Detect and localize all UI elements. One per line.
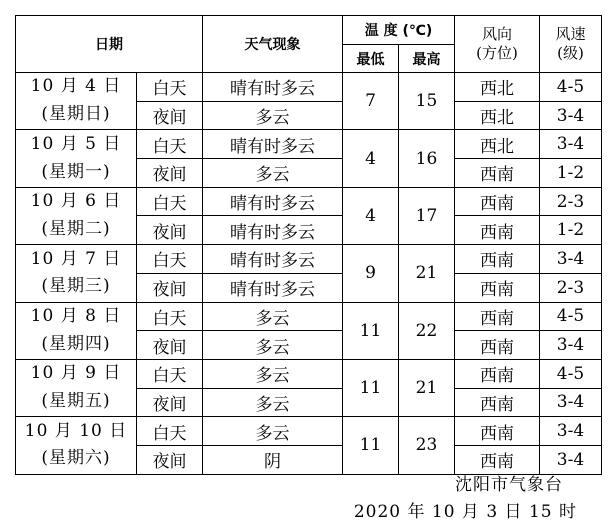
header-wind-speed-unit: (级) — [557, 44, 584, 62]
day-row — [16, 73, 602, 102]
wind-speed-cell: 1-2 — [540, 216, 602, 245]
header-wind-direction-label: 风向 — [481, 25, 512, 43]
max-temp-cell: 15 — [399, 73, 455, 130]
date-label: 10 月 9 日 — [30, 363, 122, 384]
wind-speed-cell: 1-2 — [540, 159, 602, 188]
period-cell: 夜间 — [137, 159, 203, 188]
period-cell: 白天 — [137, 130, 203, 159]
wind-speed-cell: 3-4 — [540, 331, 602, 360]
weekday-label: (星期五) — [41, 391, 111, 412]
header-date: 日期 — [16, 16, 203, 73]
weekday-label: (星期一) — [41, 161, 111, 182]
date-cell — [16, 130, 137, 187]
wind-direction-cell: 西南 — [455, 302, 540, 331]
weekday-label: (星期日) — [41, 104, 111, 125]
header-wind-direction — [455, 16, 540, 73]
period-cell: 白天 — [137, 302, 203, 331]
day-row — [16, 302, 602, 331]
min-temp-cell: 11 — [343, 359, 399, 416]
weekday-label: (星期二) — [41, 218, 111, 239]
max-temp-cell: 17 — [399, 187, 455, 244]
wind-direction-cell: 西南 — [455, 359, 540, 388]
day-row — [16, 359, 602, 388]
period-cell: 夜间 — [137, 273, 203, 302]
wind-direction-cell: 西北 — [455, 130, 540, 159]
period-cell: 白天 — [137, 245, 203, 274]
weather-cell: 晴有时多云 — [203, 73, 343, 102]
weekday-label: (星期四) — [41, 333, 111, 354]
period-cell: 夜间 — [137, 445, 203, 474]
weather-cell: 晴有时多云 — [203, 245, 343, 274]
wind-speed-cell: 3-4 — [540, 130, 602, 159]
period-cell: 白天 — [137, 187, 203, 216]
wind-direction-cell: 西南 — [455, 445, 540, 474]
weather-cell: 多云 — [203, 417, 343, 446]
weather-cell: 晴有时多云 — [203, 187, 343, 216]
day-row — [16, 130, 602, 159]
min-temp-cell: 7 — [343, 73, 399, 130]
period-cell: 夜间 — [137, 388, 203, 417]
header-max-temp: 最高 — [399, 45, 455, 73]
day-row — [16, 187, 602, 216]
header-temperature: 温 度 (℃) — [343, 16, 455, 45]
day-row — [16, 245, 602, 274]
weather-cell: 阴 — [203, 445, 343, 474]
min-temp-cell: 4 — [343, 130, 399, 187]
date-label: 10 月 6 日 — [30, 191, 122, 212]
date-cell — [16, 359, 137, 416]
max-temp-cell: 21 — [399, 245, 455, 302]
min-temp-cell: 9 — [343, 245, 399, 302]
wind-speed-cell: 4-5 — [540, 73, 602, 102]
wind-speed-cell: 2-3 — [540, 187, 602, 216]
max-temp-cell: 21 — [399, 359, 455, 416]
date-label: 10 月 8 日 — [30, 305, 122, 326]
wind-direction-cell: 西南 — [455, 273, 540, 302]
header-min-temp: 最低 — [343, 45, 399, 73]
wind-speed-cell: 4-5 — [540, 302, 602, 331]
min-temp-cell: 11 — [343, 417, 399, 474]
day-row — [16, 417, 602, 446]
date-label: 10 月 4 日 — [30, 76, 122, 97]
header-wind-speed — [540, 16, 602, 73]
wind-direction-cell: 西北 — [455, 101, 540, 130]
forecast-body — [16, 73, 602, 475]
wind-speed-cell: 4-5 — [540, 359, 602, 388]
weather-forecast-table — [15, 15, 602, 475]
date-cell — [16, 417, 137, 474]
wind-direction-cell: 西南 — [455, 216, 540, 245]
date-cell — [16, 187, 137, 244]
weather-cell: 晴有时多云 — [203, 273, 343, 302]
date-cell — [16, 302, 137, 359]
max-temp-cell: 22 — [399, 302, 455, 359]
max-temp-cell: 16 — [399, 130, 455, 187]
min-temp-cell: 4 — [343, 187, 399, 244]
wind-direction-cell: 西北 — [455, 73, 540, 102]
date-label: 10 月 5 日 — [30, 133, 122, 154]
issue-timestamp: 2020 年 10 月 3 日 15 时 — [353, 502, 577, 522]
wind-direction-cell: 西南 — [455, 187, 540, 216]
weather-cell: 多云 — [203, 159, 343, 188]
wind-speed-cell: 3-4 — [540, 445, 602, 474]
weather-cell: 多云 — [203, 101, 343, 130]
wind-direction-cell: 西南 — [455, 245, 540, 274]
header-wind-speed-label: 风速 — [555, 25, 586, 43]
wind-speed-cell: 3-4 — [540, 388, 602, 417]
wind-direction-cell: 西南 — [455, 388, 540, 417]
header-weather: 天气现象 — [203, 16, 343, 73]
period-cell: 夜间 — [137, 216, 203, 245]
date-label: 10 月 7 日 — [30, 248, 122, 269]
wind-direction-cell: 西南 — [455, 417, 540, 446]
weather-cell: 晴有时多云 — [203, 216, 343, 245]
wind-speed-cell: 3-4 — [540, 245, 602, 274]
wind-speed-cell: 3-4 — [540, 417, 602, 446]
wind-direction-cell: 西南 — [455, 331, 540, 360]
weather-cell: 多云 — [203, 388, 343, 417]
period-cell: 夜间 — [137, 331, 203, 360]
weather-cell: 晴有时多云 — [203, 130, 343, 159]
wind-speed-cell: 3-4 — [540, 101, 602, 130]
weather-cell: 多云 — [203, 359, 343, 388]
wind-direction-cell: 西南 — [455, 159, 540, 188]
header-wind-direction-unit: (方位) — [476, 44, 518, 62]
date-label: 10 月 10 日 — [24, 420, 128, 441]
weather-cell: 多云 — [203, 331, 343, 360]
period-cell: 白天 — [137, 73, 203, 102]
issuer: 沈阳市气象台 — [455, 475, 563, 495]
date-cell — [16, 73, 137, 130]
period-cell: 白天 — [137, 417, 203, 446]
weekday-label: (星期三) — [41, 276, 111, 297]
weather-cell: 多云 — [203, 302, 343, 331]
period-cell: 夜间 — [137, 101, 203, 130]
wind-speed-cell: 2-3 — [540, 273, 602, 302]
min-temp-cell: 11 — [343, 302, 399, 359]
weekday-label: (星期六) — [41, 448, 111, 469]
max-temp-cell: 23 — [399, 417, 455, 474]
period-cell: 白天 — [137, 359, 203, 388]
date-cell — [16, 245, 137, 302]
